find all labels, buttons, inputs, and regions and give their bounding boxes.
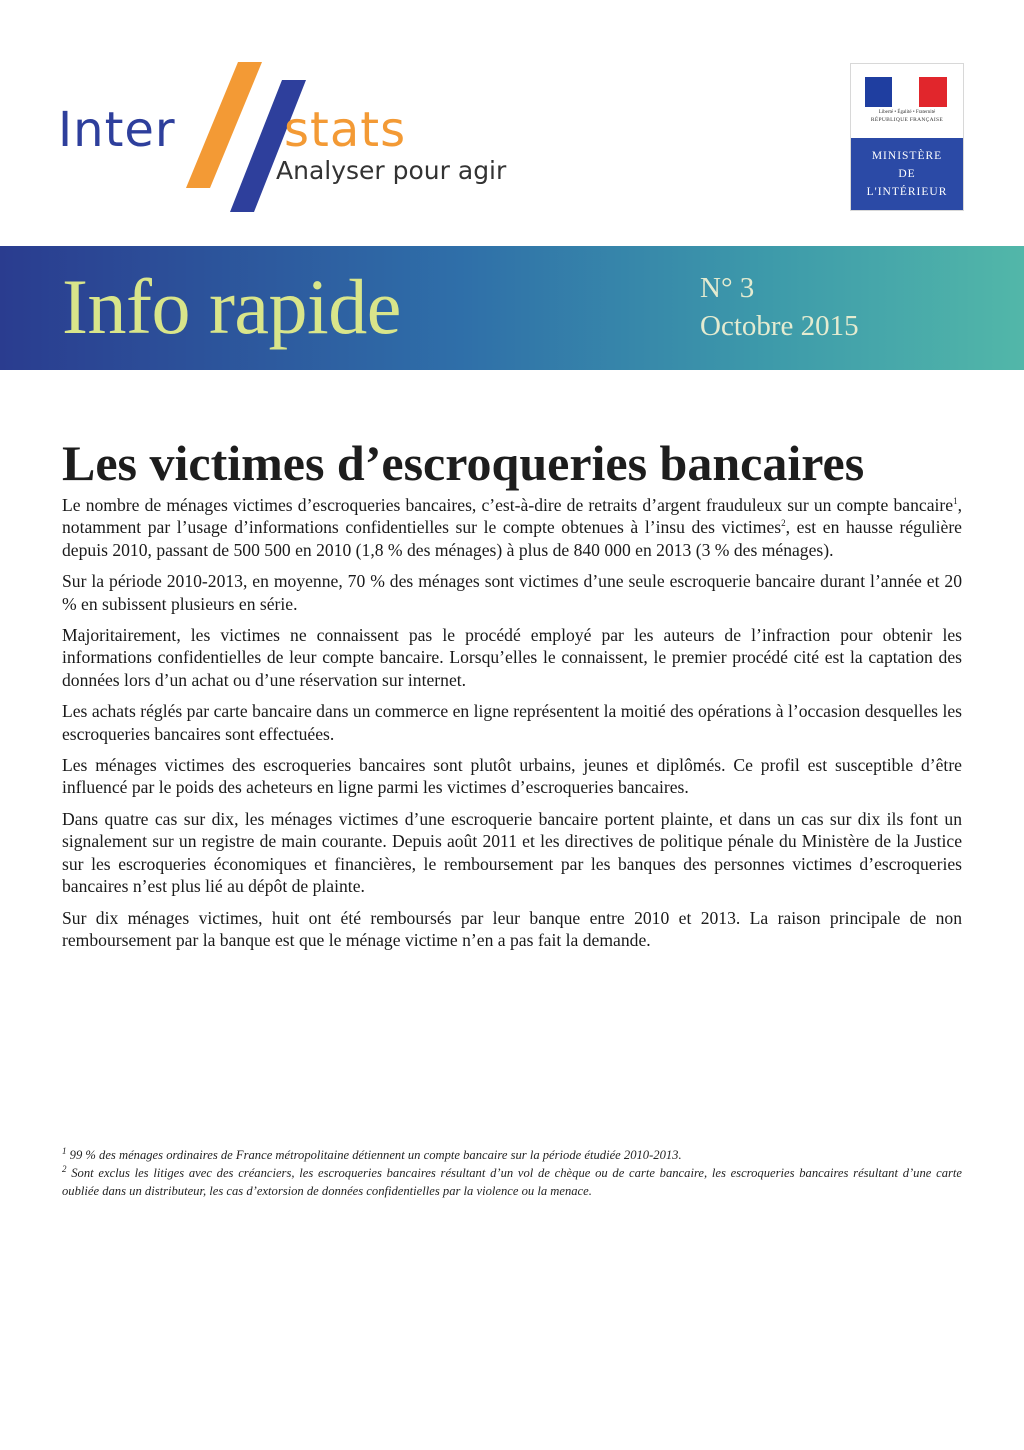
paragraph-7: Sur dix ménages victimes, huit ont été remboursés par leur banque entre 2010 et 2013. La raison principale de non remboursement par la banque est que le ménage victime n’en a pas fait la demande.: [62, 907, 962, 950]
document-title: Les victimes d’escroqueries bancaires: [62, 434, 865, 491]
logo-tagline: Analyser pour agir: [276, 156, 507, 185]
document-body: [62, 494, 962, 960]
marianne-flag-icon: [865, 77, 947, 107]
footnote-1: $^1$ 99 % des ménages ordinaires de France métropolitaine détiennent un compte bancaire sur la période étudiée 2010-2013.: [62, 1145, 682, 1162]
banner-title: Info rapide: [62, 263, 401, 350]
footnote-2: $^2$ Sont exclus les litiges avec des créanciers, les escroqueries bancaires résultant d’un vol de chèque ou de carte bancaire, les escroqueries bancaires résultant d’une carte oubliée dans un distributeur, les cas d’extorsion de données confidentielles par la violence ou la menace.: [62, 1163, 962, 1198]
ministry-name-box: [851, 138, 963, 210]
footnote-ref-1: 1: [953, 496, 958, 507]
logo-stats-text: stats: [284, 102, 407, 158]
issue-number: N° 3: [700, 272, 755, 304]
ministry-line-2: DE: [898, 168, 916, 180]
republic-motto: Liberté • Égalité • Fraternité: [878, 110, 936, 115]
paragraph-3: Majoritairement, les victimes ne connaissent pas le procédé employé par les auteurs de l’infraction pour obtenir les informations confidentielles de leur compte bancaire. Lorsqu’elles le connaissent, le premier procédé cité est la captation des données lors d’un achat ou d’une réservation sur internet.: [62, 625, 962, 690]
paragraph-4: Les achats réglés par carte bancaire dans un commerce en ligne représentent la moitié des opérations à l’occasion desquelles les escroqueries bancaires sont effectuées.: [62, 701, 962, 744]
ministry-line-1: MINISTÈRE: [871, 150, 943, 162]
logo-inter-text: Inter: [58, 102, 176, 158]
interstats-logo: [58, 58, 528, 218]
republic-label: RÉPUBLIQUE FRANÇAISE: [870, 117, 944, 123]
footnote-ref-2: 2: [781, 518, 786, 529]
ministry-logo: [850, 63, 964, 211]
paragraph-6: Dans quatre cas sur dix, les ménages victimes d’une escroquerie bancaire portent plainte, et dans un cas sur dix ils font un signalement sur un registre de main courante. Depuis août 2011 et les directives de politique pénale du Ministère de la Justice sur les escroqueries économiques et financières, le remboursement par les banques des personnes victimes d’escroqueries bancaires n’est plus lié au dépôt de plainte.: [62, 808, 962, 897]
footnotes: [62, 1146, 962, 1200]
paragraph-2: Sur la période 2010-2013, en moyenne, 70 % des ménages sont victimes d’une seule escroquerie bancaire durant l’année et 20 % en subissent plusieurs en série.: [62, 571, 962, 614]
issue-date: Octobre 2015: [700, 310, 859, 342]
info-rapide-banner: [0, 246, 1024, 370]
ministry-line-3: L'INTÉRIEUR: [866, 186, 948, 198]
paragraph-1: Le nombre de ménages victimes d’escroqueries bancaires, c’est-à-dire de retraits d’argent frauduleux sur un compte bancaire$^1$, notamment par l’usage d’informations confidentielles sur le compte obtenues à l’insu des victimes$^2$, est en hausse régulière depuis 2010, passant de 500 500 en 2010 (1,8 % des ménages) à plus de 840 000 en 2013 (3 % des ménages).: [62, 495, 962, 560]
paragraph-5: Les ménages victimes des escroqueries bancaires sont plutôt urbains, jeunes et diplômés. Ce profil est susceptible d’être influencé par le poids des acheteurs en ligne parmi les victimes d’escroqueries bancaires.: [62, 755, 962, 798]
